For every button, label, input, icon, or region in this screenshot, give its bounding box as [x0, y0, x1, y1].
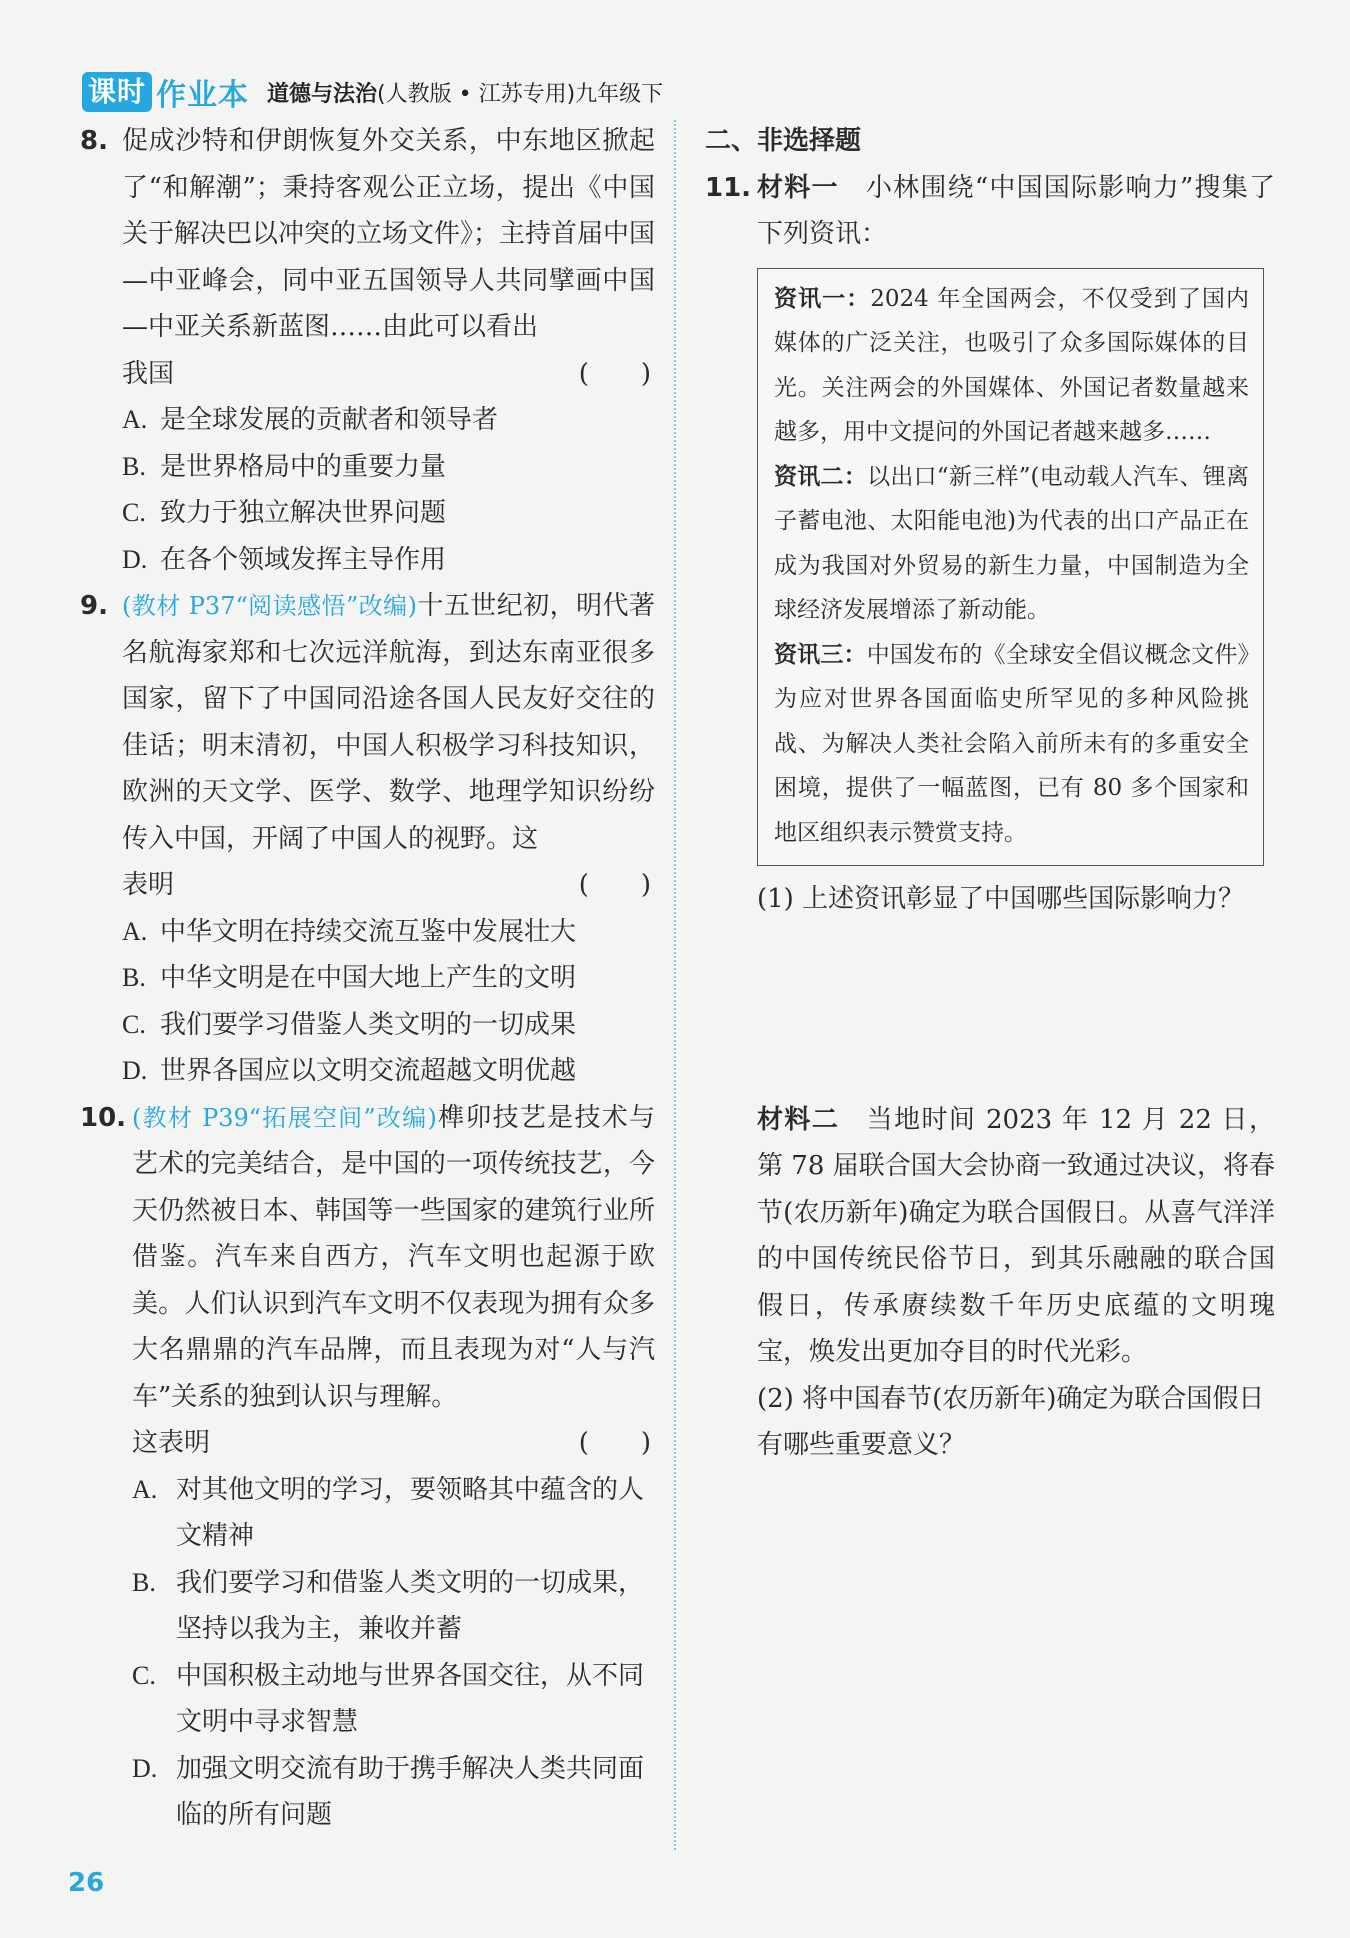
- option-letter: A.: [132, 1474, 158, 1504]
- option-letter: A.: [122, 405, 148, 434]
- right-column: [705, 118, 1275, 1469]
- option-a[interactable]: [122, 397, 655, 444]
- question-number: 8.: [80, 126, 108, 156]
- info-text: 以出口“新三样”(电动载人汽车、锂离子蓄电池、太阳能电池)为代表的出口产品正在成为我国对外贸易的新生力量，中国制造为全球经济发展增添了新动能。: [774, 463, 1249, 623]
- answer-bracket[interactable]: ( ): [578, 358, 651, 389]
- option-letter: D.: [122, 544, 148, 574]
- book-title: [267, 77, 663, 108]
- material-1-label: 材料一: [757, 172, 839, 203]
- option-letter: C.: [122, 1009, 146, 1039]
- info-label: 资讯二：: [774, 463, 868, 490]
- logo-text: 作业本: [156, 78, 250, 113]
- question-11: [705, 165, 1275, 258]
- option-letter: B.: [122, 963, 146, 992]
- question-stem-tail: 这表明: [132, 1428, 211, 1458]
- option-letter: C.: [132, 1660, 156, 1690]
- option-a[interactable]: [132, 1467, 655, 1560]
- option-text: 在各个领域发挥主导作用: [160, 544, 447, 575]
- option-text: 是全球发展的贡献者和领导者: [160, 405, 499, 435]
- question-number: 11.: [705, 172, 752, 203]
- option-c[interactable]: [132, 1653, 655, 1746]
- options-8: [80, 397, 655, 583]
- option-letter: D.: [132, 1753, 158, 1783]
- section-title: 二、非选择题: [705, 126, 862, 156]
- question-10: [80, 1095, 655, 1467]
- material-2-text: 当地时间 2023 年 12 月 22 日，第 78 届联合国大会协商一致通过决议，将春节(农历新年)确定为联合国假日。从喜气洋洋的中国传统民俗节日，到其乐融融的联合国假日，传承赓续数千年历史底蕴的文明瑰宝，焕发出更加夺目的时代光彩。: [757, 1104, 1275, 1367]
- option-letter: B.: [132, 1567, 156, 1597]
- question-source: (教材 P39“拓展空间”改编): [132, 1103, 437, 1132]
- option-letter: A.: [122, 916, 148, 946]
- options-9: [80, 909, 655, 1095]
- question-stem: 十五世纪初，明代著名航海家郑和七次远洋航海，到达东南亚很多国家，留下了中国同沿途各国人民友好交往的佳话；明末清初，中国人积极学习科技知识，欧洲的天文学、医学、数学、地理学知识纷纷传入中国，开阔了中国人的视野。这: [122, 591, 655, 854]
- answer-line: [132, 1420, 655, 1467]
- option-text: 中国积极主动地与世界各国交往，从不同文明中寻求智慧: [176, 1660, 645, 1737]
- option-letter: C.: [122, 498, 146, 527]
- option-letter: B.: [122, 451, 146, 481]
- option-c[interactable]: [122, 490, 655, 537]
- option-letter: D.: [122, 1056, 148, 1085]
- option-text: 中华文明在持续交流互鉴中发展壮大: [160, 916, 577, 947]
- question-source: (教材 P37“阅读感悟”改编): [122, 592, 417, 620]
- question-number: 10.: [80, 1102, 127, 1133]
- logo-highlight: 课时: [82, 72, 152, 112]
- material-2-label: 材料二: [757, 1104, 840, 1135]
- answer-line: [122, 862, 655, 909]
- answer-line: [122, 351, 655, 398]
- option-d[interactable]: [132, 1746, 655, 1839]
- material-2: [705, 1097, 1275, 1376]
- book-subject: 道德与法治: [267, 81, 378, 107]
- answer-bracket[interactable]: ( ): [578, 870, 651, 900]
- option-text: 是世界格局中的重要力量: [160, 451, 447, 482]
- sub-question-1: (1) 上述资讯彰显了中国哪些国际影响力？: [757, 884, 1245, 914]
- option-text: 我们要学习和借鉴人类文明的一切成果，坚持以我为主，兼收并蓄: [176, 1567, 645, 1644]
- question-number: 9.: [80, 591, 108, 621]
- info-label: 资讯三：: [774, 641, 867, 668]
- option-b[interactable]: [132, 1560, 655, 1653]
- info-text: 2024 年全国两会，不仅受到了国内媒体的广泛关注，也吸引了众多国际媒体的目光。关注两会的外国媒体、外国记者数量越来越多，用中文提问的外国记者越来越多……: [774, 285, 1249, 445]
- page-header: [82, 70, 663, 114]
- question-stem-tail: 表明: [122, 870, 175, 900]
- info-label: 资讯一：: [774, 285, 871, 312]
- option-a[interactable]: [122, 909, 655, 956]
- option-text: 加强文明交流有助于携手解决人类共同面临的所有问题: [176, 1753, 645, 1830]
- info-item-2: [774, 455, 1249, 633]
- option-text: 我们要学习借鉴人类文明的一切成果: [160, 1009, 577, 1040]
- option-text: 对其他文明的学习，要领略其中蕴含的人文精神: [176, 1474, 645, 1551]
- info-text: 中国发布的《全球安全倡议概念文件》为应对世界各国面临史所罕见的多种风险挑战、为解决人类社会陷入前所未有的多重安全困境，提供了一幅蓝图，已有 80 多个国家和地区组织表示赞赏支持。: [774, 641, 1250, 846]
- page-number: 26: [68, 1868, 105, 1898]
- option-text: 世界各国应以文明交流超越文明优越: [160, 1056, 577, 1086]
- option-c[interactable]: [122, 1002, 655, 1049]
- question-stem: 促成沙特和伊朗恢复外交关系，中东地区掀起了“和解潮”；秉持客观公正立场，提出《中国关于解决巴以冲突的立场文件》；主持首届中国—中亚峰会，同中亚五国领导人共同擘画中国—中亚关系新蓝图……由此可以看出: [122, 126, 656, 342]
- info-box: [757, 268, 1264, 867]
- option-d[interactable]: [122, 537, 655, 584]
- option-d[interactable]: [122, 1048, 655, 1095]
- info-item-1: [774, 277, 1249, 455]
- answer-bracket[interactable]: ( ): [578, 1428, 651, 1458]
- question-8: [80, 118, 655, 397]
- question-stem-tail: 我国: [122, 358, 175, 389]
- info-item-3: [774, 633, 1249, 856]
- question-9: [80, 583, 655, 909]
- material-1-text: 小林围绕“中国国际影响力”搜集了下列资讯：: [757, 172, 1275, 249]
- options-10: [80, 1467, 655, 1839]
- column-divider: [674, 120, 676, 1850]
- left-column: [80, 118, 655, 1839]
- question-stem: 榫卯技艺是技术与艺术的完美结合，是中国的一项传统技艺，今天仍然被日本、韩国等一些国家的建筑行业所借鉴。汽车来自西方，汽车文明也起源于欧美。人们认识到汽车文明不仅表现为拥有众多大名鼎鼎的汽车品牌，而且表现为对“人与汽车”关系的独到认识与理解。: [132, 1102, 655, 1412]
- book-edition: (人教版 • 江苏专用)九年级下: [377, 81, 664, 107]
- option-text: 致力于独立解决世界问题: [160, 498, 447, 528]
- option-b[interactable]: [122, 444, 655, 491]
- option-text: 中华文明是在中国大地上产生的文明: [160, 963, 577, 993]
- option-b[interactable]: [122, 955, 655, 1002]
- sub-question-2: (2) 将中国春节(农历新年)确定为联合国假日有哪些重要意义？: [757, 1383, 1265, 1460]
